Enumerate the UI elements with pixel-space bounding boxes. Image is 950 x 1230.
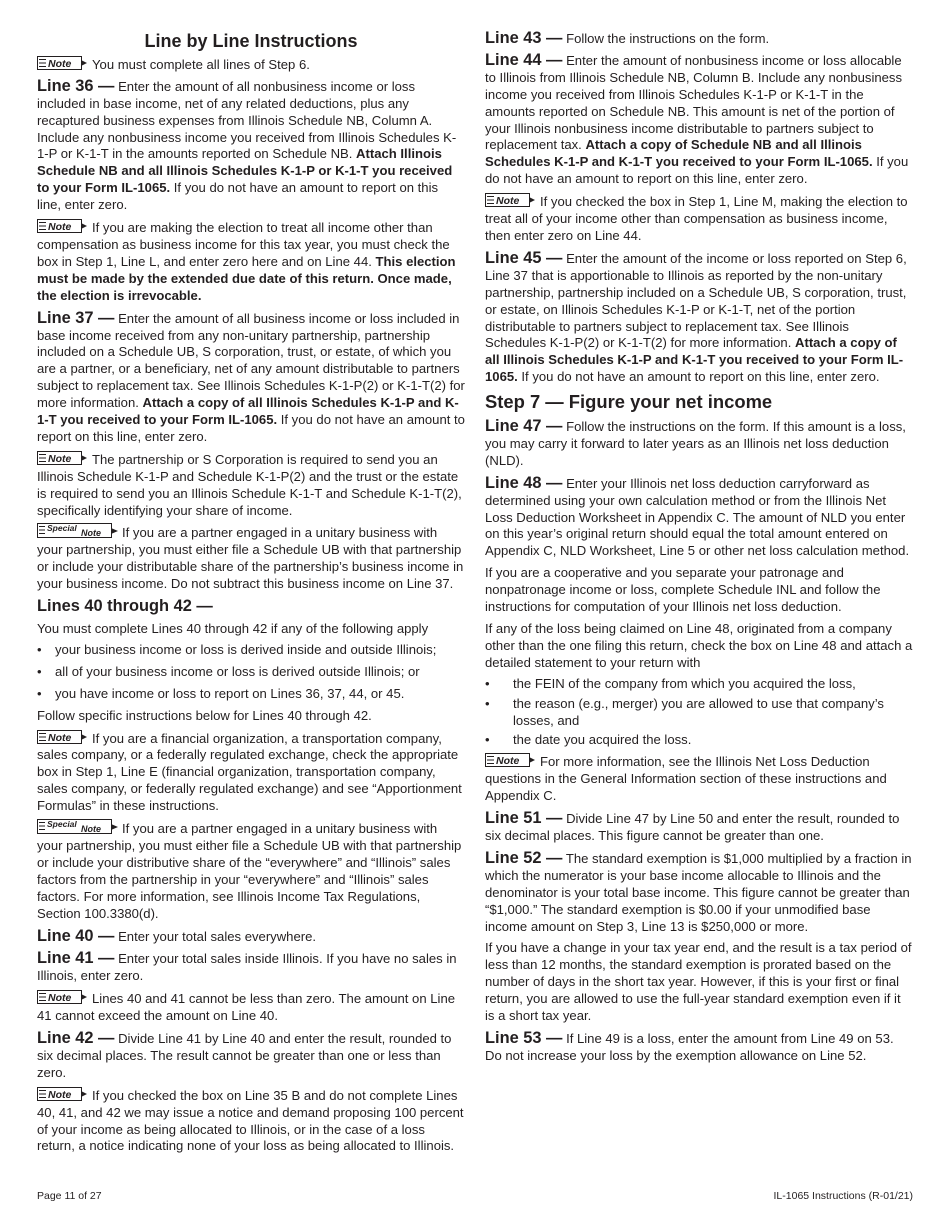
lines-40-42-intro: You must complete Lines 40 through 42 if any of the following apply [37, 621, 429, 636]
note-icon-label: Note [496, 755, 520, 768]
note-line-35b: Note If you checked the box on Line 35 B and do not complete Lines 40, 41, and 42 we may issue a notice and demand proposing 100 percent of your income as being allocated to Illinois, or in the case of a loss return, a notice indicating none of your loss as being allocated to Illinois. [37, 1087, 464, 1154]
line-40-heading: Line 40 — [37, 926, 115, 945]
note-icon-label: Note [48, 992, 72, 1005]
note-nld: Note For more information, see the Illinois Net Loss Deduction questions in the General Information section of these instructions and Appendix C. [485, 754, 887, 804]
list-item: • your business income or loss is derived inside and outside Illinois; [37, 642, 465, 659]
note-icon-label: Note [48, 452, 72, 465]
follow-text: Follow specific instructions below for Lines 40 through 42. [37, 707, 372, 723]
line-36-heading: Line 36 — [37, 76, 115, 95]
note-icon-label: Note [81, 528, 101, 539]
line-43: Line 43 — Follow the instructions on the form. [485, 29, 770, 47]
list-item: • all of your business income or loss is derived outside Illinois; or [37, 664, 465, 681]
line-41-heading: Line 41 — [37, 949, 115, 968]
line-53-heading: Line 53 — [485, 1028, 563, 1047]
special-label: Special [47, 819, 77, 830]
line-40: Line 40 — Enter your total sales everywhere. [37, 926, 317, 945]
note-icon-label: Note [81, 824, 101, 835]
page-number: Page 11 of 27 [37, 1190, 102, 1202]
loss-statement-list [485, 676, 913, 750]
line-45: Line 45 — Enter the amount of the income or loss reported on Step 6, Line 37 that is apportionable to Illinois as reported by the non-unitary partnership, partnership included on a Schedule UB, S corporation, trust, or estate, on Illinois Schedules K-1-P or K-1-T, net of the portion distributable to partners subject to replacement tax. See Illinois Schedules K-1-P(2) or K-1-T(2) for more information. Attach a copy of all Illinois Schedules K-1-P and K-1-T you received to your Form IL-1065. If you do not have an amount to report on this line, enter zero. [485, 248, 907, 385]
note-icon [37, 451, 89, 465]
line-42: Line 42 — Divide Line 41 by Line 40 and enter the result, rounded to six decimal places. The result cannot be greater than one or less than zero. [37, 1029, 452, 1080]
note-icon [485, 753, 537, 767]
line-52-heading: Line 52 — [485, 848, 563, 867]
line-51: Line 51 — Divide Line 47 by Line 50 and enter the result, rounded to six decimal places. This figure cannot be greater than one. [485, 809, 900, 843]
list-item: • the reason (e.g., merger) you are allowed to use that company’s losses, and [485, 696, 913, 730]
line-47: Line 47 — Follow the instructions on the form. If this amount is a loss, you may carry it forward to later years as an Illinois net loss deduction (NLD). [485, 417, 906, 468]
lines-40-42-heading: Lines 40 through 42 — [37, 597, 213, 616]
note-icon [37, 56, 89, 70]
list-item: • you have income or loss to report on Lines 36, 37, 44, or 45. [37, 686, 465, 703]
note-financial: Note If you are a financial organization, a transportation company, sales company, or a federally regulated exchange, check the appropriate box in Step 1, Line E (financial organization, transportation company, sales company, or federally regulated exchange) and see “Apportionment Formulas” in these instructions. [37, 730, 462, 814]
line-44-heading: Line 44 — [485, 50, 563, 69]
line-43-heading: Line 43 — [485, 29, 563, 47]
special-note-icon [37, 523, 119, 538]
special-label: Special [47, 523, 77, 534]
line-52: Line 52 — The standard exemption is $1,000 multiplied by a fraction in which the numerator is your base income allocable to Illinois and the denominator is your total base income. This figure cannot be greater than “$1,000.” The standard exemption is $0.00 if your unmodified base income amount on Step 3, Line 13 is $250,000 or more. [485, 848, 912, 934]
line-48-heading: Line 48 — [485, 473, 563, 492]
note-icon-label: Note [48, 731, 72, 744]
line-53: Line 53 — If Line 49 is a loss, enter the amount from Line 49 on 53. Do not increase your loss by the exemption allowance on Line 52. [485, 1028, 894, 1063]
line-42-heading: Line 42 — [37, 1029, 115, 1048]
line-51-heading: Line 51 — [485, 809, 563, 828]
form-id: IL-1065 Instructions (R-01/21) [773, 1190, 913, 1202]
note-icon [37, 219, 89, 233]
note-icon-label: Note [48, 57, 72, 70]
note-icon [485, 193, 537, 207]
left-column [37, 30, 465, 1159]
special-note-sales: Special Note If you are a partner engaged in a unitary business with your partnership, you must either file a Schedule UB with that partnership or include your distributive share of the “everywhere” and “Illinois” sales factors from the partnership in your “everywhere” and “Illinois” sales factors. For more information, see Illinois Income Tax Regulations, Section 100.3380(d). [37, 819, 462, 921]
line-45-heading: Line 45 — [485, 248, 563, 267]
line-37-heading: Line 37 — [37, 308, 115, 327]
special-note-icon [37, 819, 119, 834]
right-column [485, 30, 913, 1069]
note-step6: Note You must complete all lines of Step 6. [37, 56, 465, 74]
note-k1: Note The partnership or S Corporation is required to send you an Illinois Schedule K-1-P and Schedule K-1-P(2) and the trust or the estate is required to send you an Illinois Schedule K-1-T and Schedule K-1-T(2), specifically identifying your share of income. [37, 451, 462, 518]
note-icon [37, 730, 89, 744]
note-icon-label: Note [496, 195, 520, 208]
note-icon-label: Note [48, 221, 72, 234]
note-election: Note If you are making the election to treat all income other than compensation as business income for this tax year, you must check the box in Step 1, Line L, and enter zero here and on Line 44. This election must be made by the extended due date of this return. Once made, the election is irrevocable. [37, 220, 456, 303]
step-7-heading: Step 7 — Figure your net income [485, 391, 773, 413]
cooperative-text: If you are a cooperative and you separate your patronage and nonpatronage income or loss, complete Schedule INL and follow the instructions for computation of your Illinois net loss deduction. [485, 565, 881, 615]
note-line-m: Note If you checked the box in Step 1, Line M, making the election to treat all of your income other than compensation as business income, then enter zero on Line 44. [485, 194, 908, 243]
special-note-unitary: Special Note If you are a partner engaged in a unitary business with your partnership, you must either file a Schedule UB with that partnership or include your distributable share of the partnership’s business income in your business income. Do not subtract this business income on Line 37. [37, 523, 464, 592]
line-47-heading: Line 47 — [485, 417, 563, 436]
loss-intro-text: If any of the loss being claimed on Line 48, originated from a company other than the one filing this return, check the box on Line 48 and attach a detailed statement to your return with [485, 621, 913, 670]
list-item: • the date you acquired the loss. [485, 732, 913, 749]
line-36: Line 36 — Enter the amount of all nonbusiness income or loss included in base income, net of any related deductions, plus any recaptured business expenses from Illinois Schedule NB, Column A. Include any nonbusiness income you received from Illinois Schedules K-1-P or K-1-T in the amounts reported on Schedule NB. Attach Illinois Schedule NB and all Illinois Schedules K-1-P or K-1-T you received to your Form IL-1065. If you do not have an amount to report on this line, enter zero. [37, 76, 457, 213]
note-icon [37, 1087, 89, 1101]
note-lines-40-41: Note Lines 40 and 41 cannot be less than zero. The amount on Line 41 cannot exceed the amount on Line 40. [37, 991, 456, 1024]
line-48: Line 48 — Enter your Illinois net loss deduction carryforward as determined using your own calculation method or from the Illinois Net Loss Deduction Worksheet in Appendix C. The amount of NLD you enter on this year’s original return should equal the total amount entered on Appendix C, NLD Worksheet, Line 5 or other net loss calculation method. [485, 473, 910, 559]
lines-40-42-list [37, 642, 465, 703]
line-37: Line 37 — Enter the amount of all business income or loss included in base income received from any non-unitary partnership, partnership included on a Schedule UB, S corporation, trust, or estate, of which you are a partner, or a beneficiary, net of any amount distributable to partners subject to replacement tax. See Illinois Schedules K-1-P(2) or K-1-T(2) for more information. Attach a copy of all Illinois Schedules K-1-P and K-1-T you received to your Form IL-1065. If you do not have an amount to report on this line, enter zero. [37, 308, 465, 444]
note-icon-label: Note [48, 1088, 72, 1101]
list-item: • the FEIN of the company from which you acquired the loss, [485, 676, 913, 693]
page-title: Line by Line Instructions [144, 31, 358, 51]
note-icon [37, 990, 89, 1004]
line-41: Line 41 — Enter your total sales inside Illinois. If you have no sales in Illinois, enter zero. [37, 949, 457, 984]
short-year-text: If you have a change in your tax year end, and the result is a tax period of less than 12 months, the standard exemption is prorated based on the number of days in the short tax year. However, if this is your first or final return, you are allowed to use the full-year standard exemption even if it is a short tax year. [485, 940, 912, 1024]
line-44: Line 44 — Enter the amount of nonbusiness income or loss allocable to Illinois from Illinois Schedule NB, Column B. Include any nonbusiness income you received from Illinois Schedules K-1-P or K-1-T in the amounts reported on Schedule NB. This amount is net of the portion of your Illinois nonbusiness income distributable to partners subject to replacement tax. Attach a copy of Schedule NB and all Illinois Schedules K-1-P and K-1-T you received to your Form IL-1065. If you do not have an amount to report on this line, enter zero. [485, 50, 909, 187]
